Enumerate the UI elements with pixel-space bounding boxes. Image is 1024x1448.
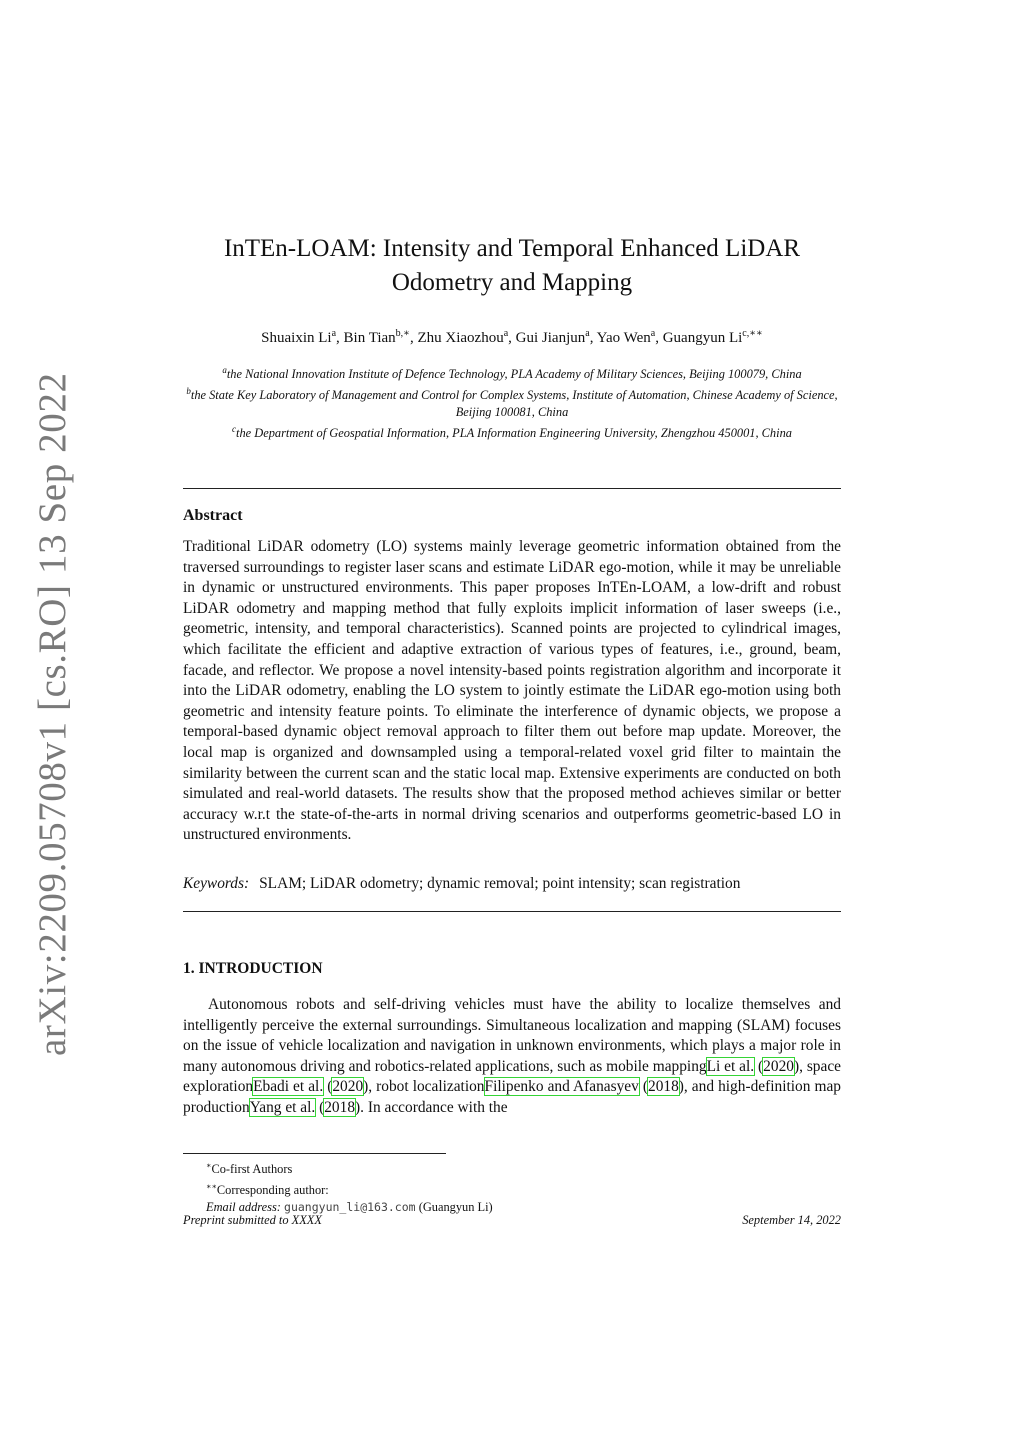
author-list: Shuaixin Li$^a$, Bin Tian$^{b,∗}$, Zhu Xiaozhou$^a$, Gui Jianjun$^a$, Yao Wen$^a$, Guangyun $Li^{c,∗∗}$: [261, 328, 763, 346]
author-affiliation-mark: a: [503, 328, 509, 339]
abstract-bottom-rule: [183, 911, 841, 912]
title-line-2: Odometry and Mapping: [391, 269, 633, 296]
citation-link[interactable]: Filipenko and Afanasyev: [484, 1078, 639, 1096]
arxiv-identifier: arXiv:2209.05708v1 [cs.RO] 13 Sep 2022: [31, 372, 74, 1056]
email-link[interactable]: guangyun_li@163.com: [284, 1200, 416, 1215]
author-name: Guangyun Li: [662, 330, 743, 346]
citation-link[interactable]: Yang et al.: [249, 1098, 316, 1116]
author-name: Gui Jianjun: [515, 330, 586, 346]
email-label: Email address:: [206, 1200, 281, 1215]
affiliation-item: $^c$the Department of Geospatial Information, PLA Information Engineering University, Zhengzhou 450001, China: [232, 424, 792, 441]
citation-year-link[interactable]: 2018: [324, 1098, 356, 1116]
author-affiliation-mark: a: [585, 328, 590, 339]
abstract-heading: Abstract: [183, 507, 243, 524]
introduction-paragraph: Autonomous robots and self-driving vehicles must have the ability to localize themselves and intelligently perceive the external surroundings. Simultaneous localization and mapping (SLAM) focuses on the issue of vehicle localization and navigation in unknown environments, which plays a major role in many autonomous driving and robotics-related applications, such as mobile mappingLi et al. (2020), space explorationEbadi et al. (2020), robot localizationFilipenko and Afanasyev (2018), and high-definition map productionYang et al. (2018). In accordance with the: [183, 996, 841, 1116]
author-affiliation-mark: b,∗: [395, 328, 410, 339]
footnotes: [183, 1157, 841, 1216]
footnote-corresponding: ∗∗Corresponding author:: [206, 1182, 329, 1198]
footnote-co-first: ∗Co-first Authors: [206, 1161, 293, 1177]
citation-link[interactable]: Ebadi et al.: [253, 1078, 324, 1096]
author-name: Shuaixin Li: [261, 330, 332, 346]
citation-year-link[interactable]: 2018: [648, 1078, 679, 1096]
citation-year-link[interactable]: 2020: [332, 1078, 364, 1096]
author-name: Zhu Xiaozhou: [417, 330, 504, 346]
paper-title: [183, 232, 841, 300]
preprint-note: Preprint submitted to XXXX: [183, 1213, 322, 1227]
footnote-email: Email address: guangyun_li@163.com (Guangyun Li): [206, 1200, 493, 1215]
affiliation-item: $^a$the National Innovation Institute of Defence Technology, PLA Academy of Military Sciences, Beijing 100079, China: [222, 365, 802, 382]
footnote-rule: [183, 1153, 446, 1154]
author-affiliation-mark: a: [331, 328, 337, 339]
affiliation-item: $^b$the State Key Laboratory of Management and Control for Complex Systems, Institute of Automation, Chinese Academy of Science, Beijing 100081, China: [186, 386, 838, 420]
author-affiliation-mark: a: [650, 328, 656, 339]
citation-link[interactable]: Li et al.: [706, 1057, 755, 1075]
citation-year-link[interactable]: 2020: [763, 1057, 794, 1075]
author-affiliation-mark: c,∗∗: [742, 328, 763, 339]
affiliation-list: [183, 362, 841, 442]
keywords-line: [183, 874, 841, 895]
keywords-list: SLAM; LiDAR odometry; dynamic removal; point intensity; scan registration: [259, 875, 741, 892]
page-footer: [183, 1213, 841, 1228]
keywords-label: Keywords:: [183, 875, 250, 892]
author-name: Bin Tian: [343, 330, 396, 346]
title-line-1: InTEn-LOAM: Intensity and Temporal Enhanced LiDAR: [223, 235, 801, 262]
abstract-body: Traditional LiDAR odometry (LO) systems mainly leverage geometric information obtained from the traversed surroundings to register laser scans and estimate LiDAR ego-motion, while it may be unreliable in dynamic or unstructured environments. This paper proposes InTEn-LOAM, a low-drift and robust LiDAR odometry and mapping method that fully exploits implicit information of laser sweeps (i.e., geometric, intensity, and temporal characteristics). Scanned points are projected to cylindrical images, which facilitate the efficient and adaptive extraction of various types of features, i.e., ground, beam, facade, and reflector. We propose a novel intensity-based points registration algorithm and incorporate it into the LiDAR odometry, enabling the LO system to jointly estimate the LiDAR ego-motion using both geometric and intensity feature points. To eliminate the interference of dynamic objects, we propose a temporal-based dynamic object removal approach to filter them out before map update. Moreover, the local map is organized and downsampled using a temporal-related voxel grid filter to maintain the similarity between the current scan and the static local map. Extensive experiments are conducted on both simulated and real-world datasets. The results show that the proposed method achieves similar or better accuracy w.r.t the state-of-the-arts in normal driving scenarios and outperforms geometric-based LO in unstructured environments.: [183, 538, 841, 844]
abstract-top-rule: [183, 488, 841, 489]
footer-date: September 14, 2022: [742, 1213, 841, 1227]
author-name: Yao Wen: [596, 330, 651, 346]
section-heading-introduction: 1. INTRODUCTION: [183, 960, 323, 977]
